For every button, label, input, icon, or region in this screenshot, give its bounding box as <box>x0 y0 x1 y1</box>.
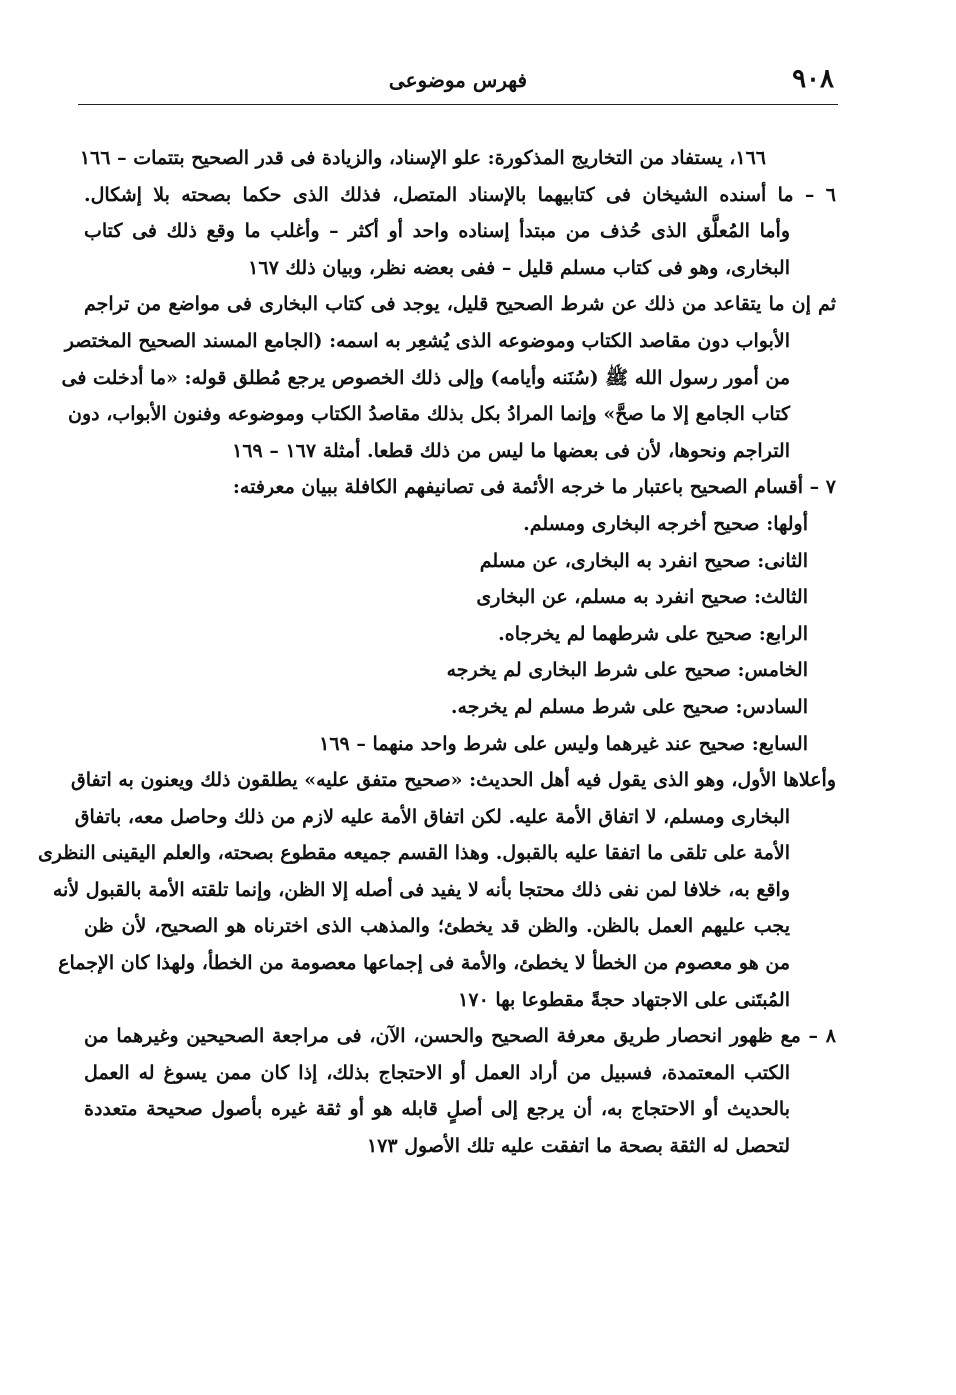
text-line: ٧ – أقسام الصحيح باعتبار ما خرجه الأئمة فى تصانيفهم الكافلة ببيان معرفته: <box>232 476 836 499</box>
text-line: واقع به، خلافا لمن نفى ذلك محتجا بأنه لا يفيد فى أصله إلا الظن، وإنما تلقته الأمة بالقبول لأنه <box>52 878 790 901</box>
section-item <box>84 543 836 580</box>
text-line: التراجم ونحوها، لأن فى بعضها ما ليس من ذلك قطعا. أمثلة ١٦٧ – ١٦٩ <box>232 439 790 462</box>
text-line: وأما المُعلَّق الذى حُذف من مبتدأ إسناده واحد أو أكثر – وأغلب ما وقع ذلك فى كتاب <box>84 220 790 243</box>
page-header <box>78 62 838 105</box>
text-line: ٦ – ما أسنده الشيخان فى كتابيهما بالإسناد المتصل، فذلك الذى حكما بصحته بلا إشكال. <box>84 183 836 206</box>
running-title: فهرس موضوعى <box>388 68 528 92</box>
section-text: صحيح عند غيرهما وليس على شرط واحد منهما – ١٦٩ <box>319 732 752 755</box>
text-line: وأعلاها الأول، وهو الذى يقول فيه أهل الحديث: «صحيح متفق عليه» يطلقون ذلك ويعنون به اتفاق <box>71 769 836 792</box>
section-text: صحيح انفرد به البخارى، عن مسلم <box>479 549 758 572</box>
text-line: يجب عليهم العمل بالظن. والظن قد يخطئ؛ والمذهب الذى اخترناه هو الصحيح، لأن ظن <box>84 915 790 938</box>
section-item <box>84 726 836 763</box>
section-label: الثالث: <box>753 586 808 609</box>
text-line: بالحديث أو الاحتجاج به، أن يرجع إلى أصلٍ قابله هو أو ثقة غيره بأصول صحيحة متعددة <box>84 1098 790 1121</box>
text-line: كتاب الجامع إلا ما صحَّ» وإنما المرادُ بكل بذلك مقاصدُ الكتاب وموضوعه وفنون الأبواب، دون <box>67 403 790 426</box>
section-item <box>84 579 836 616</box>
section-text: صحيح انفرد به مسلم، عن البخارى <box>476 586 754 609</box>
text-line: البخارى ومسلم، لا اتفاق الأمة عليه. لكن اتفاق الأمة عليه لازم من ذلك وحاصل معه، باتفاق <box>74 805 790 828</box>
section-label: الثانى: <box>757 549 808 572</box>
text-line: الأمة على تلقى ما اتفقا عليه بالقبول. وهذا القسم جميعه مقطوع بصحته، والعلم اليقينى النظرى <box>37 842 790 865</box>
section-label: أولها: <box>766 512 808 535</box>
section-text: صحيح على شرطهما لم يخرجاه. <box>498 622 759 645</box>
section-item <box>84 652 836 689</box>
text-line: المُبتَنى على الاجتهاد حجةً مقطوعا بها ١٧٠ <box>458 988 790 1011</box>
section-label: السابع: <box>751 732 808 755</box>
text-line: من هو معصوم من الخطأ لا يخطئ، والأمة فى إجماعها معصومة من الخطأ، ولهذا كان الإجماع <box>58 952 790 975</box>
text-line: الكتب المعتمدة، فسبيل من أراد العمل أو الاحتجاج بذلك، إذا كان ممن يسوغ له العمل <box>84 1061 790 1084</box>
text-line: ثم إن ما يتقاعد من ذلك عن شرط الصحيح قليل، يوجد فى كتاب البخارى فى مواضع من تراجم <box>84 293 836 316</box>
section-label: الرابع: <box>758 622 808 645</box>
section-text: صحيح على شرط مسلم لم يخرجه. <box>450 695 736 718</box>
section-text: صحيح أخرجه البخارى ومسلم. <box>523 512 767 535</box>
section-label: السادس: <box>735 695 808 718</box>
text-line: لتحصل له الثقة بصحة ما اتفقت عليه تلك الأصول ١٧٣ <box>366 1135 790 1158</box>
section-item <box>84 616 836 653</box>
page-body <box>37 140 837 1165</box>
section-item <box>84 689 836 726</box>
text-line: البخارى، وهو فى كتاب مسلم قليل – ففى بعضه نظر، وبيان ذلك ١٦٧ <box>248 256 790 279</box>
text-line: من أمور رسول الله ﷺ (سُنَنه وأيامه) وإلى ذلك الخصوص يرجع مُطلق قوله: «ما أدخلت فى <box>61 366 790 389</box>
section-label: الخامس: <box>737 659 808 682</box>
page-number: ٩٠٨ <box>792 64 834 94</box>
text-line: ٨ – مع ظهور انحصار طريق معرفة الصحيح والحسن، الآن، فى مراجعة الصحيحين وغيرهما من <box>84 1025 837 1048</box>
text-line: ١٦٦، يستفاد من التخاريج المذكورة: علو الإسناد، والزيادة فى قدر الصحيح بتتمات – ١٦٦ <box>79 147 766 169</box>
text-line: الأبواب دون مقاصد الكتاب وموضوعه الذى يُشعِر به اسمه: (الجامع المسند الصحيح المختصر <box>64 329 790 352</box>
section-item <box>84 506 836 543</box>
section-text: صحيح على شرط البخارى لم يخرجه <box>446 659 738 682</box>
